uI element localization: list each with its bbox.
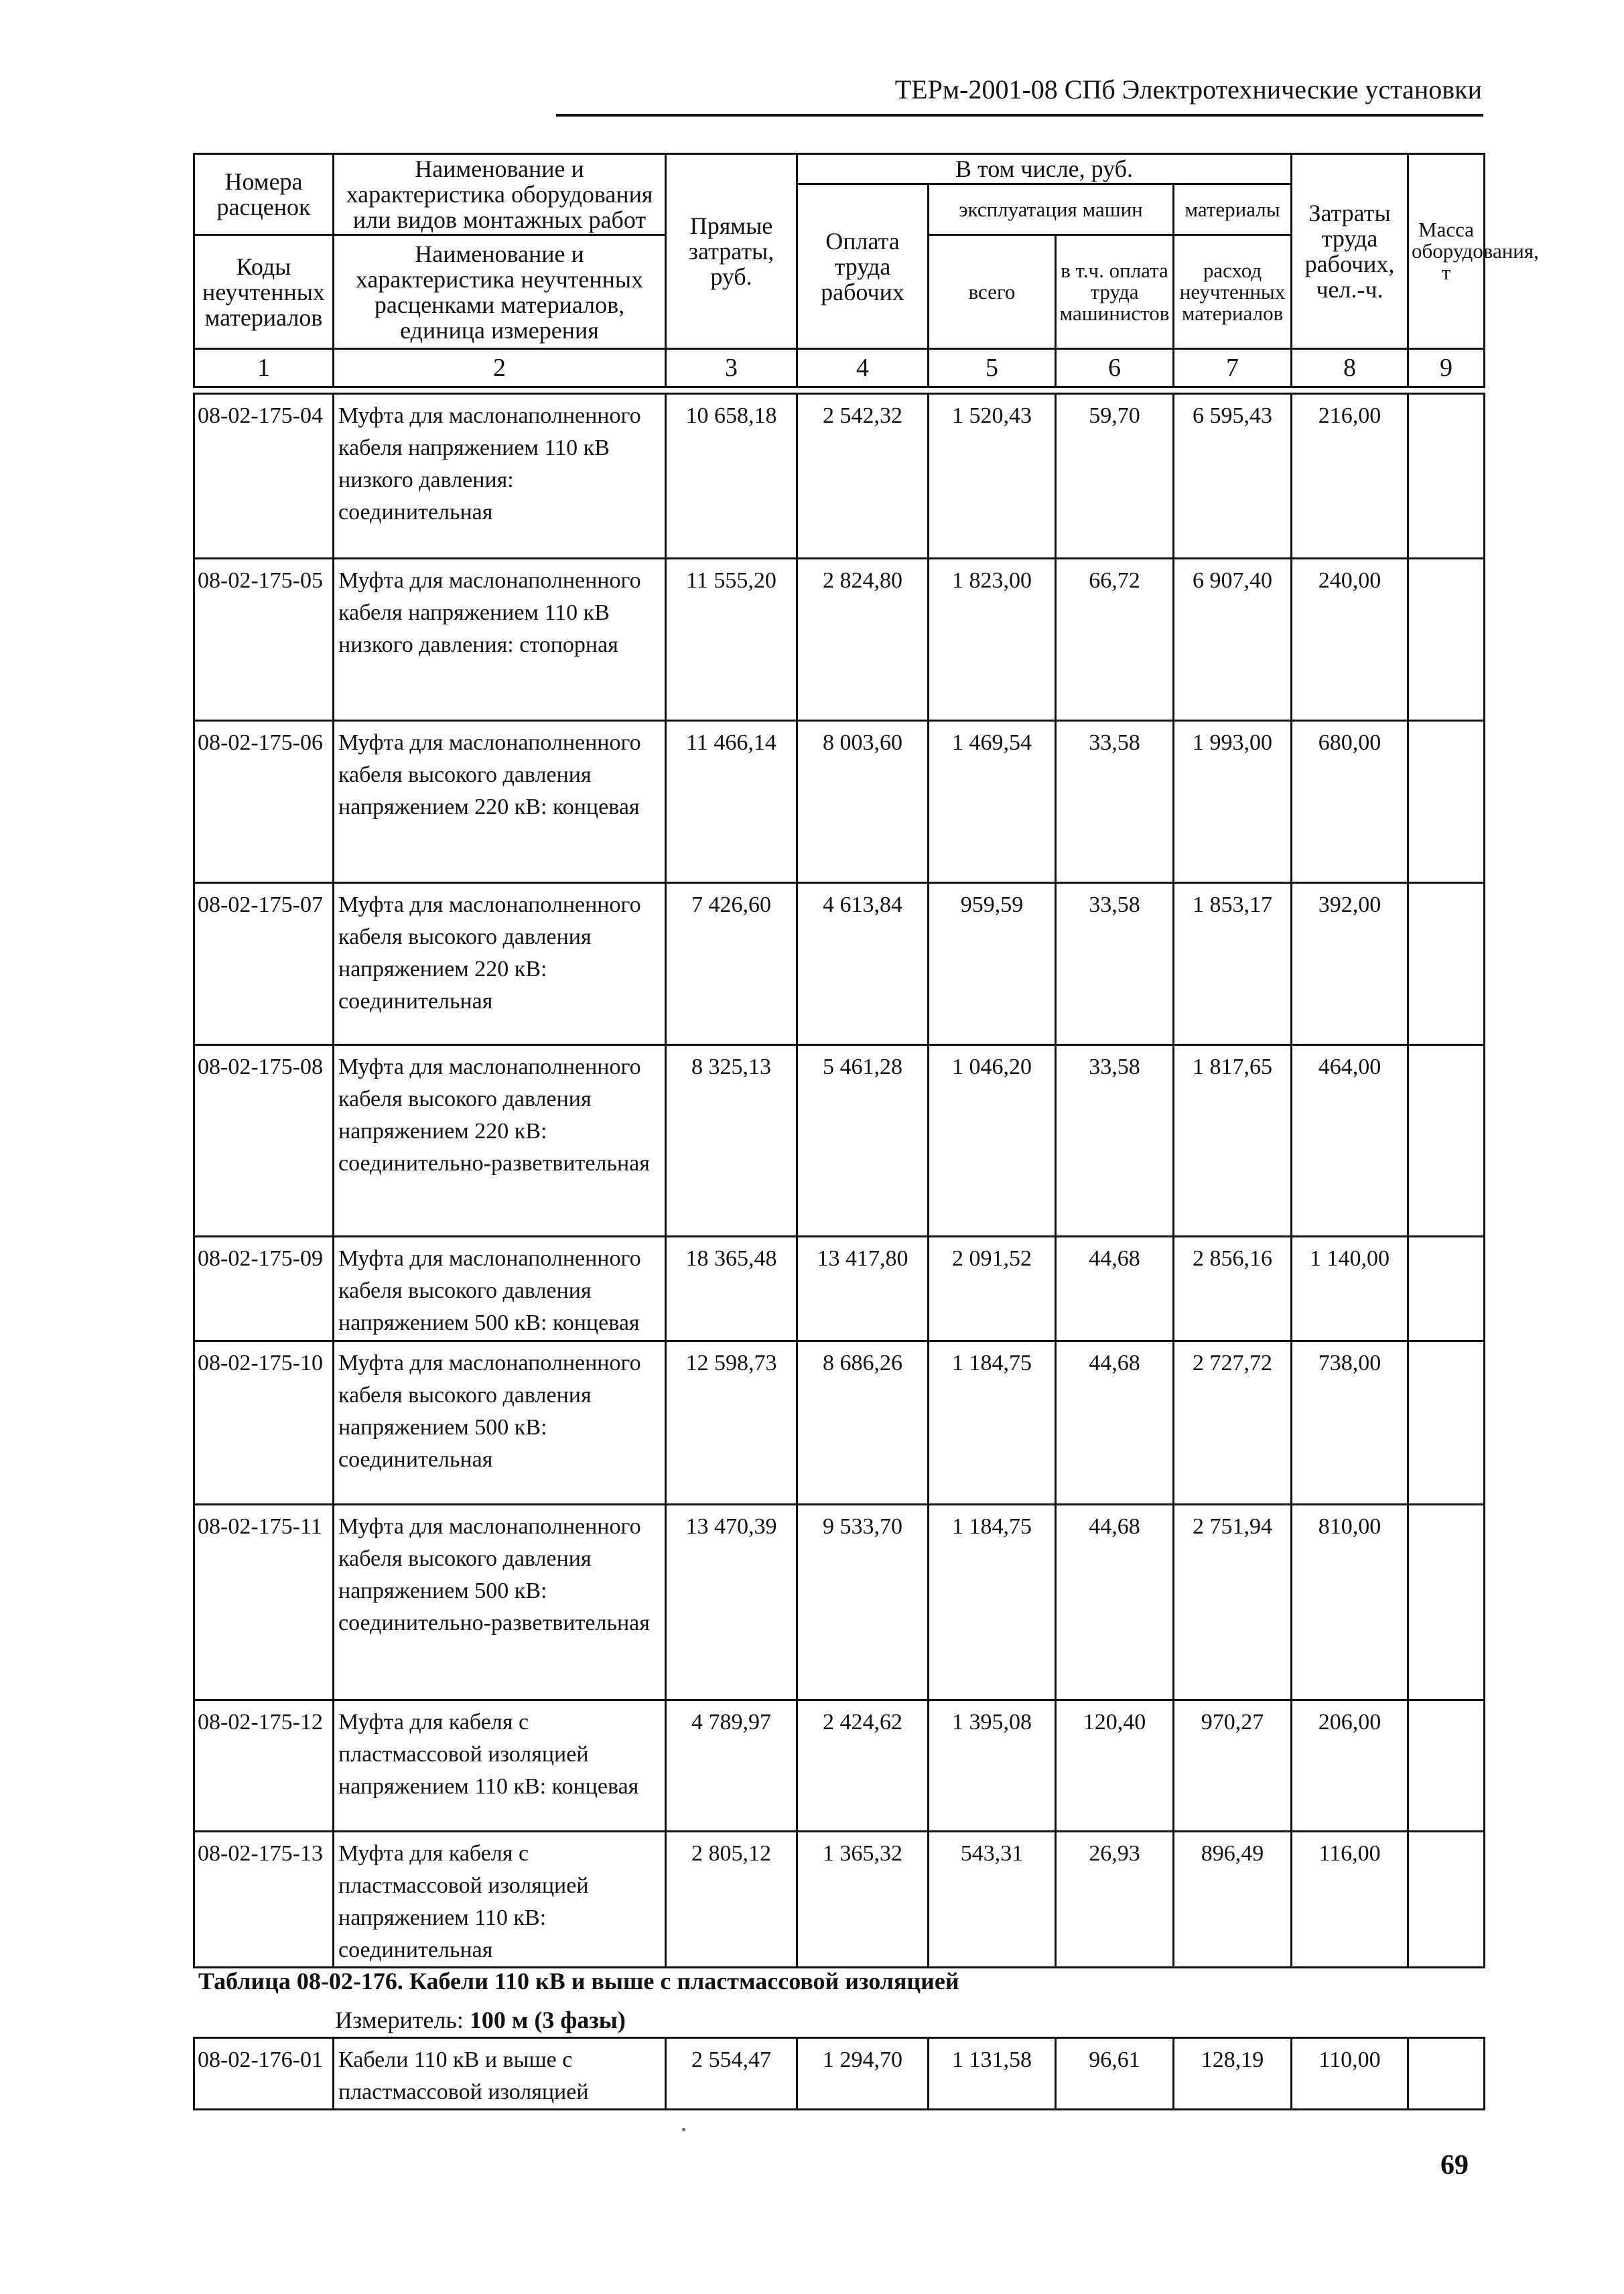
- column-number: 4: [797, 349, 929, 387]
- materials-cost: 1 817,65: [1174, 1045, 1292, 1237]
- worker-pay: 9 533,70: [797, 1505, 929, 1700]
- direct-costs: 18 365,48: [666, 1237, 797, 1341]
- direct-costs: 11 555,20: [666, 559, 797, 721]
- scan-speck: [682, 2128, 685, 2131]
- equipment-mass: [1408, 1237, 1485, 1341]
- machinist-pay: 66,72: [1056, 559, 1174, 721]
- work-name: Муфта для маслонаполненного кабеля напряжением 110 кВ низкого давления: соединительная: [334, 394, 666, 559]
- header-labor-hours: Затраты труда рабочих, чел.-ч.: [1292, 154, 1408, 349]
- labor-hours: 206,00: [1292, 1700, 1408, 1832]
- table-row: [194, 883, 1485, 1045]
- table-row: [194, 721, 1485, 883]
- worker-pay: 2 424,62: [797, 1700, 929, 1832]
- header-machines-total: всего: [929, 235, 1056, 349]
- column-number: 3: [666, 349, 797, 387]
- materials-cost: 2 856,16: [1174, 1237, 1292, 1341]
- column-number: 5: [929, 349, 1056, 387]
- labor-hours: 110,00: [1292, 2038, 1408, 2110]
- machinist-pay: 33,58: [1056, 1045, 1174, 1237]
- worker-pay: 8 686,26: [797, 1341, 929, 1505]
- machinist-pay: 33,58: [1056, 883, 1174, 1045]
- header-machine-operation: эксплуатация машин: [929, 184, 1174, 235]
- work-name: Муфта для маслонаполненного кабеля высокого давления напряжением 220 кВ: соединительная: [334, 883, 666, 1045]
- column-number: 1: [194, 349, 334, 387]
- worker-pay: 1 294,70: [797, 2038, 929, 2110]
- work-name: Муфта для маслонаполненного кабеля высокого давления напряжением 220 кВ: концевая: [334, 721, 666, 883]
- worker-pay: 2 542,32: [797, 394, 929, 559]
- materials-cost: 1 853,17: [1174, 883, 1292, 1045]
- worker-pay: 2 824,80: [797, 559, 929, 721]
- table-row: [194, 1237, 1485, 1341]
- machines-total: 543,31: [929, 1832, 1056, 1968]
- labor-hours: 464,00: [1292, 1045, 1408, 1237]
- header-equipment-mass: Масса оборудования, т: [1408, 154, 1485, 349]
- equipment-mass: [1408, 1700, 1485, 1832]
- table-row: [194, 559, 1485, 721]
- direct-costs: 13 470,39: [666, 1505, 797, 1700]
- labor-hours: 1 140,00: [1292, 1237, 1408, 1341]
- equipment-mass: [1408, 394, 1485, 559]
- machinist-pay: 33,58: [1056, 721, 1174, 883]
- equipment-mass: [1408, 2038, 1485, 2110]
- measurement-unit: [335, 2006, 626, 2034]
- column-number: 6: [1056, 349, 1174, 387]
- column-header-table: [193, 153, 1539, 388]
- rate-code: 08-02-175-12: [194, 1700, 334, 1832]
- column-number: 2: [334, 349, 666, 387]
- header-material-codes: Коды неучтенных материалов: [194, 235, 334, 349]
- machinist-pay: 120,40: [1056, 1700, 1174, 1832]
- rate-code: 08-02-175-10: [194, 1341, 334, 1505]
- equipment-mass: [1408, 1505, 1485, 1700]
- header-rule: [556, 114, 1483, 117]
- rate-code: 08-02-175-05: [194, 559, 334, 721]
- worker-pay: 5 461,28: [797, 1045, 929, 1237]
- worker-pay: 8 003,60: [797, 721, 929, 883]
- equipment-mass: [1408, 721, 1485, 883]
- labor-hours: 240,00: [1292, 559, 1408, 721]
- work-name: Муфта для маслонаполненного кабеля высокого давления напряжением 220 кВ: соединительно-разветвительная: [334, 1045, 666, 1237]
- work-name: Муфта для маслонаполненного кабеля высокого давления напряжением 500 кВ: концевая: [334, 1237, 666, 1341]
- machines-total: 1 184,75: [929, 1341, 1056, 1505]
- machinist-pay: 44,68: [1056, 1237, 1174, 1341]
- materials-cost: 128,19: [1174, 2038, 1292, 2110]
- table-row: [194, 1341, 1485, 1505]
- labor-hours: 116,00: [1292, 1832, 1408, 1968]
- direct-costs: 8 325,13: [666, 1045, 797, 1237]
- work-name: Муфта для кабеля с пластмассовой изоляцией напряжением 110 кВ: соединительная: [334, 1832, 666, 1968]
- machines-total: 1 046,20: [929, 1045, 1056, 1237]
- worker-pay: 13 417,80: [797, 1237, 929, 1341]
- header-material-usage: расход неучтенных материалов: [1174, 235, 1292, 349]
- direct-costs: 4 789,97: [666, 1700, 797, 1832]
- table-caption: Таблица 08-02-176. Кабели 110 кВ и выше с пластмассовой изоляцией: [198, 1968, 959, 1995]
- labor-hours: 216,00: [1292, 394, 1408, 559]
- header-direct-costs: Прямые затраты, руб.: [666, 154, 797, 349]
- work-name: Муфта для кабеля с пластмассовой изоляцией напряжением 110 кВ: концевая: [334, 1700, 666, 1832]
- table-row: [194, 1832, 1485, 1968]
- machines-total: 1 520,43: [929, 394, 1056, 559]
- materials-cost: 2 751,94: [1174, 1505, 1292, 1700]
- rate-code: 08-02-175-13: [194, 1832, 334, 1968]
- machines-total: 1 823,00: [929, 559, 1056, 721]
- equipment-mass: [1408, 559, 1485, 721]
- materials-cost: 2 727,72: [1174, 1341, 1292, 1505]
- rate-code: 08-02-175-04: [194, 394, 334, 559]
- table-row: [194, 1045, 1485, 1237]
- direct-costs: 2 805,12: [666, 1832, 797, 1968]
- worker-pay: 4 613,84: [797, 883, 929, 1045]
- materials-cost: 6 595,43: [1174, 394, 1292, 559]
- header-materials: материалы: [1174, 184, 1292, 235]
- labor-hours: 680,00: [1292, 721, 1408, 883]
- rate-code: 08-02-175-09: [194, 1237, 334, 1341]
- cables-table: [193, 2037, 1485, 2110]
- machinist-pay: 44,68: [1056, 1505, 1174, 1700]
- header-material-name: Наименование и характеристика неучтенных расценками материалов, единица измерения: [334, 235, 666, 349]
- machinist-pay: 44,68: [1056, 1341, 1174, 1505]
- direct-costs: 7 426,60: [666, 883, 797, 1045]
- unit-value: 100 м (3 фазы): [469, 2007, 626, 2033]
- page-number: 69: [1440, 2150, 1469, 2181]
- rate-code: 08-02-175-08: [194, 1045, 334, 1237]
- materials-cost: 6 907,40: [1174, 559, 1292, 721]
- machines-total: 959,59: [929, 883, 1056, 1045]
- table-row: [194, 2038, 1485, 2110]
- equipment-mass: [1408, 1045, 1485, 1237]
- direct-costs: 10 658,18: [666, 394, 797, 559]
- rate-code: 08-02-175-11: [194, 1505, 334, 1700]
- materials-cost: 1 993,00: [1174, 721, 1292, 883]
- labor-hours: 392,00: [1292, 883, 1408, 1045]
- table-row: [194, 1505, 1485, 1700]
- materials-cost: 896,49: [1174, 1832, 1292, 1968]
- rate-code: 08-02-175-07: [194, 883, 334, 1045]
- machinist-pay: 96,61: [1056, 2038, 1174, 2110]
- column-number: 9: [1408, 349, 1485, 387]
- machines-total: 2 091,52: [929, 1237, 1056, 1341]
- table-row: [194, 394, 1485, 559]
- machinist-pay: 59,70: [1056, 394, 1174, 559]
- worker-pay: 1 365,32: [797, 1832, 929, 1968]
- work-name: Муфта для маслонаполненного кабеля высокого давления напряжением 500 кВ: соединительная: [334, 1341, 666, 1505]
- direct-costs: 12 598,73: [666, 1341, 797, 1505]
- unit-label: Измеритель:: [335, 2007, 464, 2033]
- header-work-name: Наименование и характеристика оборудования или видов монтажных работ: [334, 154, 666, 235]
- rate-code: 08-02-176-01: [194, 2038, 334, 2110]
- header-worker-pay: Оплата труда рабочих: [797, 184, 929, 349]
- machines-total: 1 131,58: [929, 2038, 1056, 2110]
- labor-hours: 810,00: [1292, 1505, 1408, 1700]
- machines-total: 1 469,54: [929, 721, 1056, 883]
- machines-total: 1 184,75: [929, 1505, 1056, 1700]
- column-number: 8: [1292, 349, 1408, 387]
- running-head: ТЕРм-2001-08 СПб Электротехнические установки: [894, 74, 1482, 105]
- table-row: [194, 1700, 1485, 1832]
- header-machinist-pay: в т.ч. оплата труда машинистов: [1056, 235, 1174, 349]
- header-rate-number: Номера расценок: [194, 154, 334, 235]
- direct-costs: 2 554,47: [666, 2038, 797, 2110]
- work-name: Кабели 110 кВ и выше с пластмассовой изоляцией: [334, 2038, 666, 2110]
- machinist-pay: 26,93: [1056, 1832, 1174, 1968]
- equipment-mass: [1408, 1341, 1485, 1505]
- work-name: Муфта для маслонаполненного кабеля высокого давления напряжением 500 кВ: соединительно-разветвительная: [334, 1505, 666, 1700]
- header-including: В том числе, руб.: [797, 154, 1292, 184]
- direct-costs: 11 466,14: [666, 721, 797, 883]
- rates-table: [193, 393, 1485, 1968]
- column-number: 7: [1174, 349, 1292, 387]
- labor-hours: 738,00: [1292, 1341, 1408, 1505]
- work-name: Муфта для маслонаполненного кабеля напряжением 110 кВ низкого давления: стопорная: [334, 559, 666, 721]
- materials-cost: 970,27: [1174, 1700, 1292, 1832]
- equipment-mass: [1408, 1832, 1485, 1968]
- rate-code: 08-02-175-06: [194, 721, 334, 883]
- machines-total: 1 395,08: [929, 1700, 1056, 1832]
- equipment-mass: [1408, 883, 1485, 1045]
